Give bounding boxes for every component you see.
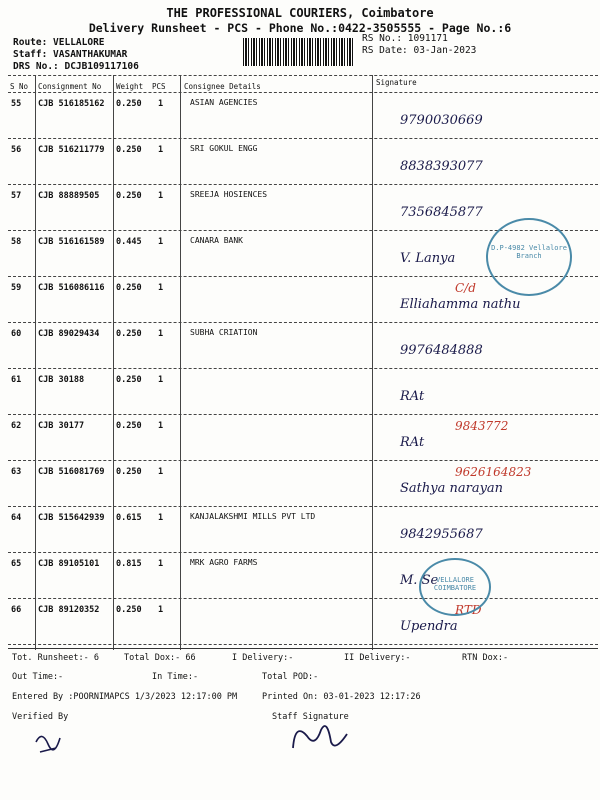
row-sno: 61 (11, 375, 22, 385)
row-handwritten-note: Upendra (400, 619, 458, 634)
staff-label: Staff: VASANTHAKUMAR (13, 49, 128, 60)
col-header-sno: S No (10, 82, 29, 91)
out-time: Out Time:- (12, 672, 64, 682)
rs-date: RS Date: 03-Jan-2023 (362, 45, 477, 56)
staff-signature-label: Staff Signature (272, 712, 349, 722)
row-sno: 66 (11, 605, 22, 615)
row-sno: 63 (11, 467, 22, 477)
runsheet-subtitle: Delivery Runsheet - PCS - Phone No.:0422-3505555 - Page No.:6 (88, 21, 512, 35)
row-pcs: 1 (158, 145, 164, 155)
row-consignee: SUBHA CRIATION (190, 328, 258, 337)
row-weight: 0.445 (116, 237, 142, 247)
verified-signature-scribble (30, 722, 70, 762)
col-divider (113, 75, 114, 650)
row-consignment-no: CJB 88889505 (38, 191, 100, 201)
row-pcs: 1 (158, 375, 164, 385)
row-consignee: SRI GOKUL ENGG (190, 144, 258, 153)
row-consignment-no: CJB 516161589 (38, 237, 105, 247)
printed-on: Printed On: 03-01-2023 12:17:26 (262, 692, 421, 702)
col-divider (180, 75, 181, 650)
row-consignment-no: CJB 516185162 (38, 99, 105, 109)
row-divider (8, 552, 598, 553)
row-divider (8, 644, 598, 645)
row-sno: 56 (11, 145, 22, 155)
row-handwritten-note: 9790030669 (400, 113, 483, 128)
row-sno: 59 (11, 283, 22, 293)
row-divider (8, 138, 598, 139)
row-weight: 0.250 (116, 375, 142, 385)
row-consignment-no: CJB 515642939 (38, 513, 105, 523)
row-consignment-no: CJB 89029434 (38, 329, 100, 339)
row-weight: 0.250 (116, 283, 142, 293)
row-weight: 0.250 (116, 99, 142, 109)
farm-stamp (419, 558, 491, 616)
row-consignee: CANARA BANK (190, 236, 243, 245)
col-header-consignee: Consignee Details (184, 82, 261, 91)
row-handwritten-note: RAt (400, 435, 425, 450)
row-handwritten-note: V. Lanya (400, 251, 456, 266)
row-consignee: ASIAN AGENCIES (190, 98, 258, 107)
staff-signature-scribble (285, 712, 355, 762)
row-consignee: MRK AGRO FARMS (190, 558, 258, 567)
total-pod: Total POD:- (262, 672, 319, 682)
row-consignee: KANJALAKSHMI MILLS PVT LTD (190, 512, 316, 521)
row-handwritten-mark: RTD (455, 603, 482, 617)
row-pcs: 1 (158, 513, 164, 523)
col-header-consignment: Consignment No (38, 82, 102, 91)
row-pcs: 1 (158, 237, 164, 247)
row-divider (8, 460, 598, 461)
row-sno: 65 (11, 559, 22, 569)
row-pcs: 1 (158, 283, 164, 293)
row-weight: 0.250 (116, 421, 142, 431)
drs-label: DRS No.: DCJB109117106 (13, 61, 139, 72)
barcode (243, 38, 355, 66)
row-sno: 64 (11, 513, 22, 523)
verified-by: Verified By (12, 712, 69, 722)
row-sno: 55 (11, 99, 22, 109)
row-divider (8, 184, 598, 185)
company-title: THE PROFESSIONAL COURIERS, Coimbatore (166, 6, 434, 20)
row-weight: 0.250 (116, 605, 142, 615)
route-label: Route: VELLALORE (13, 37, 105, 48)
total-dox: Total Dox:- 66 (124, 653, 196, 663)
tot-runsheet: Tot. Runsheet:- 6 (12, 653, 99, 663)
row-divider (8, 368, 598, 369)
row-consignment-no: CJB 516211779 (38, 145, 105, 155)
row-handwritten-note: 9976484888 (400, 343, 483, 358)
row-divider (8, 322, 598, 323)
row-weight: 0.250 (116, 191, 142, 201)
row-consignment-no: CJB 89120352 (38, 605, 100, 615)
row-pcs: 1 (158, 99, 164, 109)
col-divider (372, 75, 373, 650)
bank-stamp-text: D.P-4982 Vellalore Branch (491, 244, 567, 260)
rtn-dox: RTN Dox:- (462, 653, 509, 663)
row-pcs: 1 (158, 421, 164, 431)
table-top-rule (8, 75, 598, 76)
col-header-pcs: PCS (152, 82, 166, 91)
row-handwritten-note: 7356845877 (400, 205, 483, 220)
row-handwritten-note: RAt (400, 389, 425, 404)
row-weight: 0.250 (116, 329, 142, 339)
row-consignment-no: CJB 516081769 (38, 467, 105, 477)
row-handwritten-note: M. Se (400, 573, 439, 588)
entered-by: Entered By :POORNIMAPCS 1/3/2023 12:17:00 PM (12, 692, 238, 702)
row-sno: 60 (11, 329, 22, 339)
table-header-rule (8, 92, 598, 93)
row-consignment-no: CJB 30177 (38, 421, 85, 431)
row-consignment-no: CJB 30188 (38, 375, 85, 385)
row-pcs: 1 (158, 605, 164, 615)
row-pcs: 1 (158, 329, 164, 339)
i-delivery: I Delivery:- (232, 653, 294, 663)
bank-stamp (486, 218, 572, 296)
farm-stamp-text: VELLALORE COIMBATORE (433, 576, 477, 592)
row-handwritten-note: 9842955687 (400, 527, 483, 542)
row-consignment-no: CJB 516086116 (38, 283, 105, 293)
row-weight: 0.815 (116, 559, 142, 569)
row-handwritten-mark: 9626164823 (455, 465, 532, 479)
row-divider (8, 598, 598, 599)
row-weight: 0.615 (116, 513, 142, 523)
row-handwritten-note: 8838393077 (400, 159, 483, 174)
col-header-weight: Weight (116, 82, 144, 91)
row-sno: 62 (11, 421, 22, 431)
row-weight: 0.250 (116, 145, 142, 155)
row-pcs: 1 (158, 191, 164, 201)
col-header-signature: Signature (376, 78, 417, 87)
row-consignment-no: CJB 89105101 (38, 559, 100, 569)
row-sno: 58 (11, 237, 22, 247)
row-handwritten-mark: C/d (455, 281, 476, 295)
footer-rule (8, 648, 598, 649)
row-weight: 0.250 (116, 467, 142, 477)
row-consignee: SREEJA HOSIENCES (190, 190, 268, 199)
row-handwritten-note: Sathya narayan (400, 481, 504, 496)
row-handwritten-note: Elliahamma nathu (400, 297, 521, 312)
ii-delivery: II Delivery:- (344, 653, 411, 663)
rs-number: RS No.: 1091171 (362, 33, 448, 44)
row-divider (8, 506, 598, 507)
row-pcs: 1 (158, 467, 164, 477)
row-sno: 57 (11, 191, 22, 201)
row-handwritten-mark: 9843772 (455, 419, 509, 433)
row-divider (8, 414, 598, 415)
in-time: In Time:- (152, 672, 199, 682)
col-divider (35, 75, 36, 650)
row-pcs: 1 (158, 559, 164, 569)
